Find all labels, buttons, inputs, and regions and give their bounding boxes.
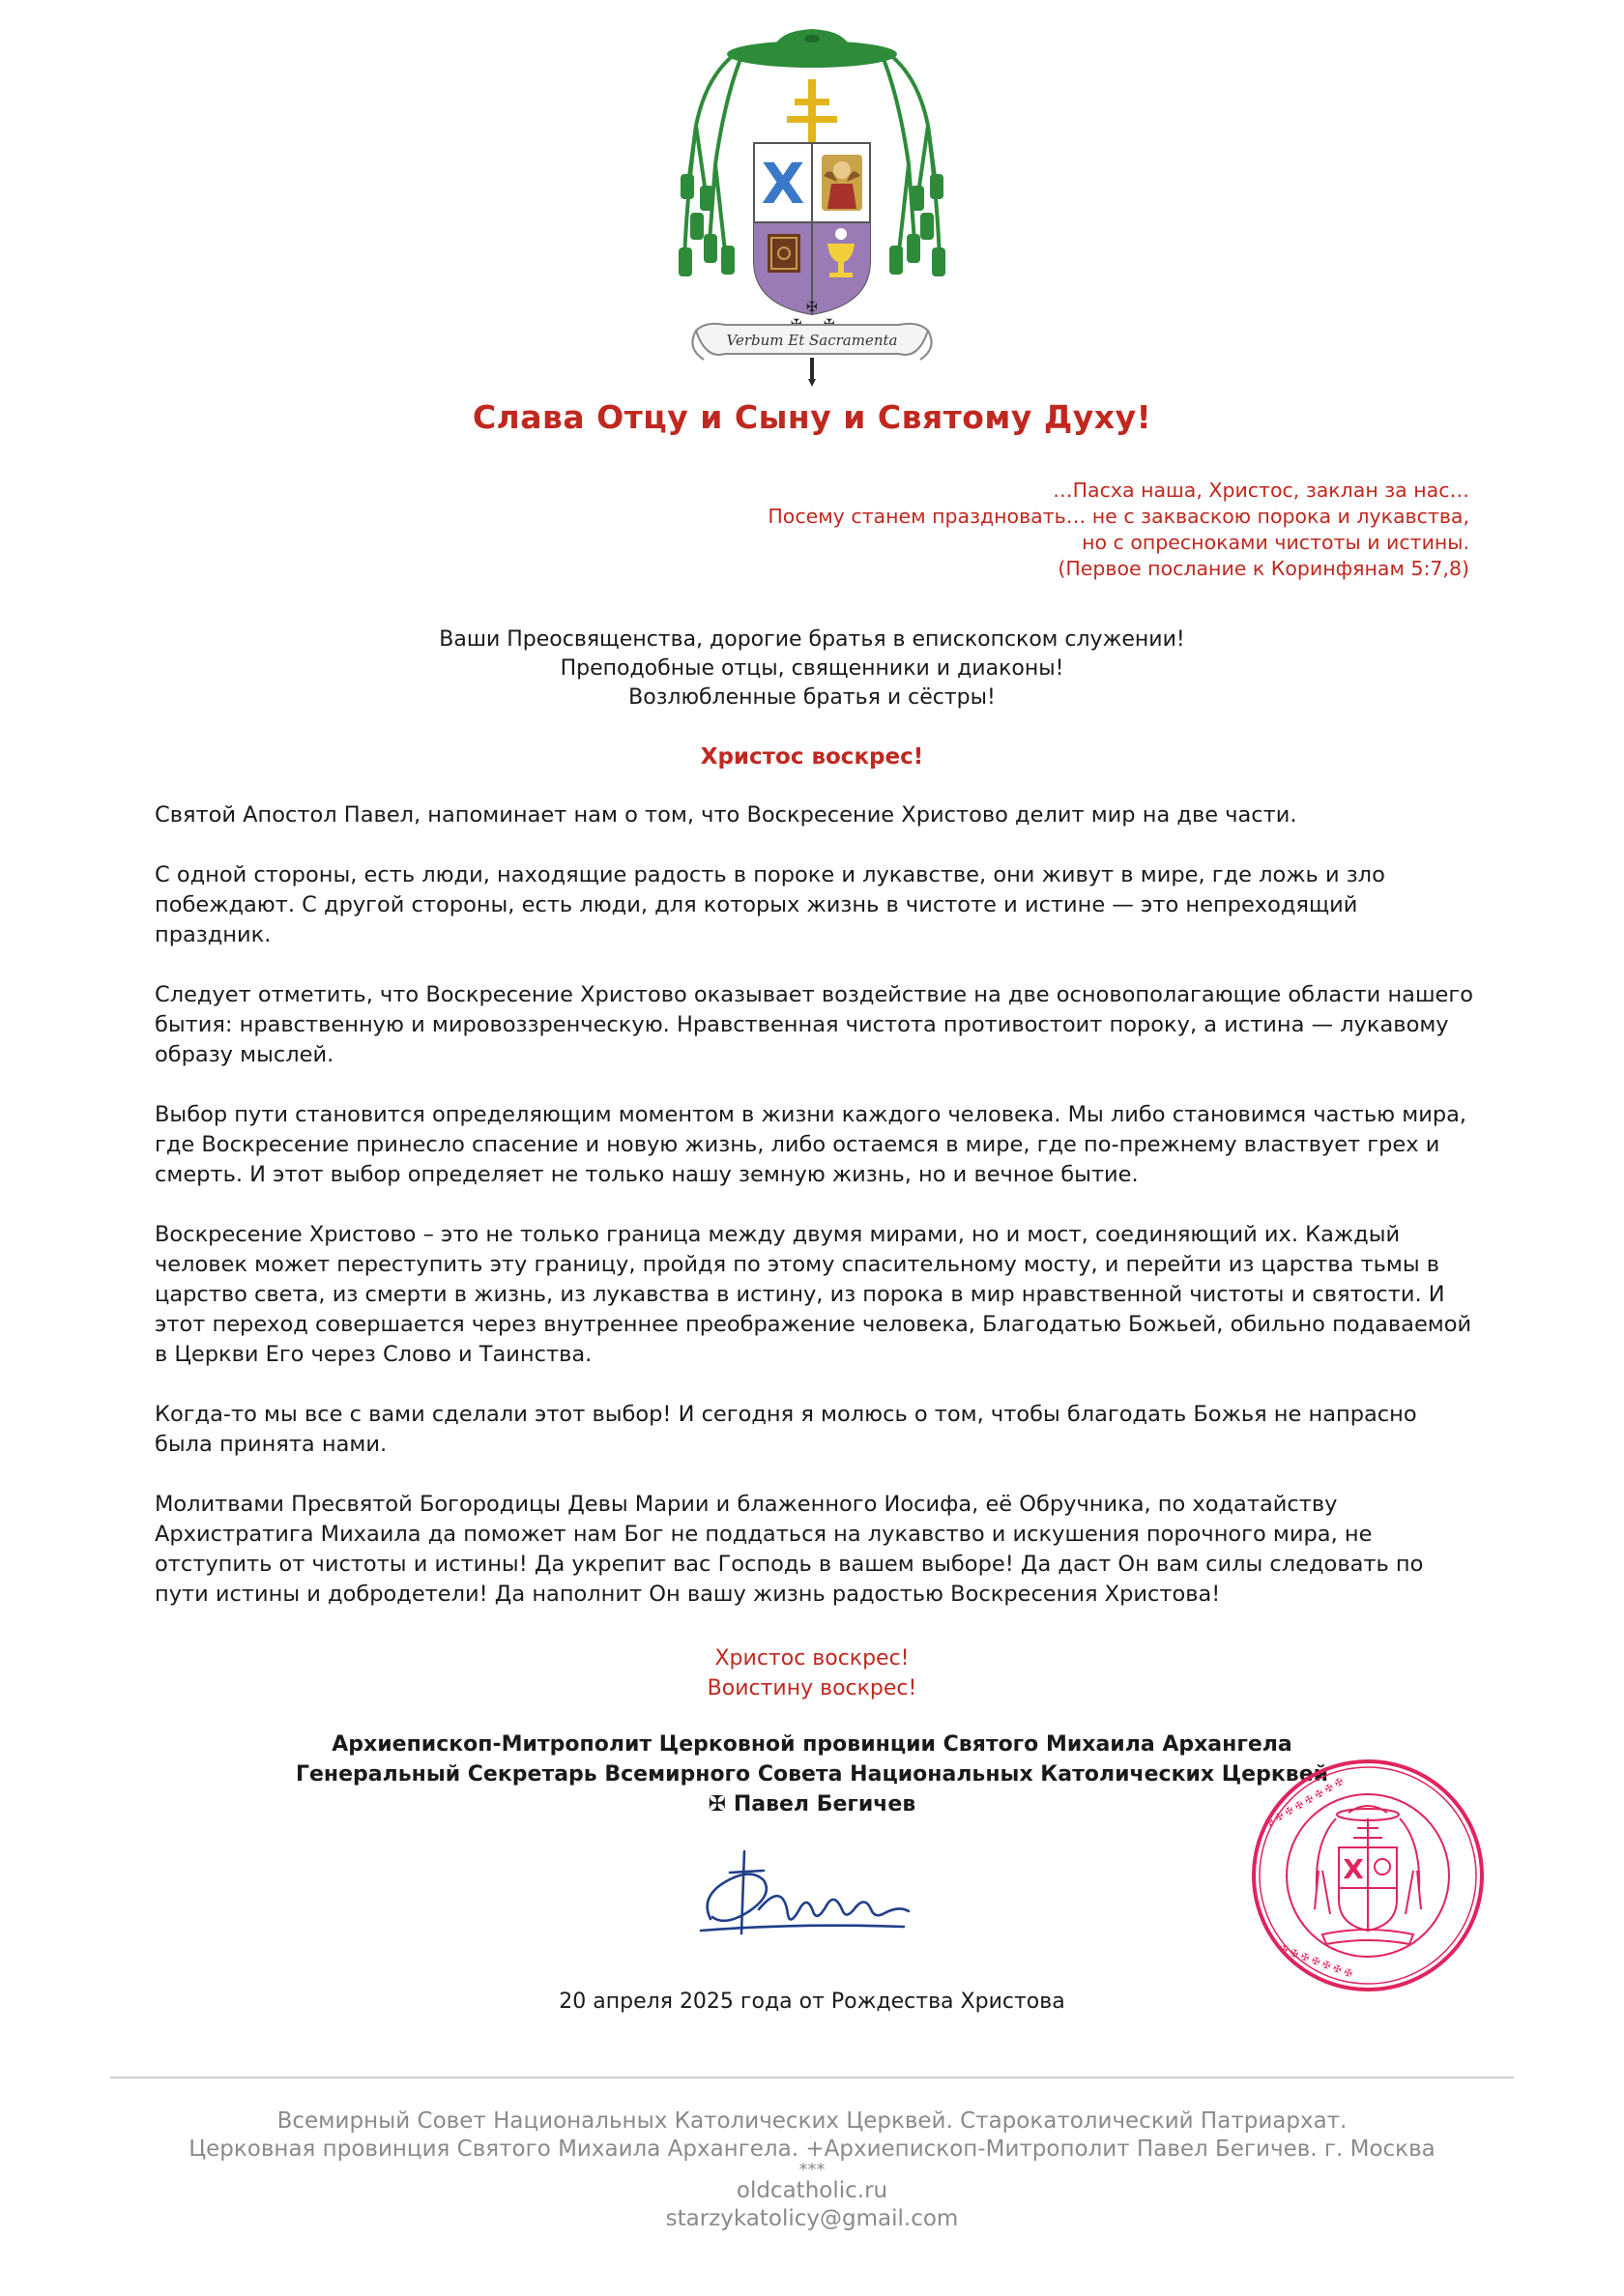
svg-text:X: X	[1343, 1853, 1364, 1885]
shield-chi-letter: X	[761, 151, 805, 217]
red-seal-stamp	[1247, 1755, 1489, 1996]
epigraph-reference: (Первое послание к Коринфянам 5:7,8)	[1058, 557, 1469, 580]
svg-text:✠ ✠ ✠ ✠ ✠ ✠ ✠ ✠: ✠ ✠ ✠ ✠ ✠ ✠ ✠ ✠	[1263, 1776, 1346, 1830]
salutation-line: Ваши Преосвященства, дорогие братья в епископском служении!	[439, 627, 1185, 652]
body-paragraph: Воскресение Христово – это не только граница между двумя мирами, но и мост, соединяющий их. Каждый человек может переступить эту границу, пройдя по этому спасительному мосту, и перейти из царства тьмы в царство света, из смерти в жизнь, из лукавства в истину, из порока в мир нравственной чистоты и святости. И этот переход совершается через внутреннее преображение человека, Благодатью Божьей, обильно подаваемой в Церкви Его через Слово и Таинства.	[155, 1222, 1472, 1367]
closing-line: Христос воскрес!	[714, 1646, 910, 1671]
body-paragraph: Святой Апостол Павел, напоминает нам о том, что Воскресение Христово делит мир на две части.	[155, 802, 1297, 828]
salutation-line: Возлюбленные братья и сёстры!	[628, 685, 996, 710]
epigraph-line: …Пасха наша, Христос, заклан за нас…	[1053, 479, 1469, 502]
body-paragraph: Выбор пути становится определяющим моментом в жизни каждого человека. Мы либо становимся частью мира, где Воскресение принесло спасение и новую жизнь, либо остаемся в мире, где по-прежнему властвует грех и смерть. И этот выбор определяет не только нашу земную жизнь, но и вечное бытие.	[155, 1102, 1467, 1187]
signatory-name: ✠ Павел Бегичев	[708, 1792, 916, 1816]
footer-email-link[interactable]: starzykatolicy@gmail.com	[665, 2206, 959, 2231]
footer-organization: Всемирный Совет Национальных Католических Церквей. Старокатолический Патриархат.	[276, 2108, 1348, 2134]
doxology-heading: Слава Отцу и Сыну и Святому Духу!	[472, 398, 1152, 436]
closing-greeting	[0, 1643, 1624, 1703]
body-paragraph: Молитвами Пресвятой Богородицы Девы Марии и блаженного Иосифа, её Обручника, по ходатайству Архистратига Михаила да поможет нам Бог не поддаться на лукавство и искушения порочного мира, не отступить от чистоты и истины! Да укрепит вас Господь в вашем выборе! Да даст Он вам силы следовать по пути истины и добродетели! Да наполнит Он вашу жизнь радостью Воскресения Христова!	[155, 1492, 1424, 1607]
salutation-line: Преподобные отцы, священники и диаконы!	[560, 656, 1064, 681]
body-paragraph: Когда-то мы все с вами сделали этот выбор! И сегодня я молюсь о том, чтобы благодать Божья не напрасно была принята нами.	[155, 1402, 1417, 1457]
motto-scroll	[692, 324, 931, 360]
coat-of-arms-emblem	[667, 19, 957, 387]
closing-line: Воистину воскрес!	[707, 1676, 917, 1700]
handwritten-signature	[691, 1842, 914, 1943]
footer-separator: ***	[798, 2160, 826, 2180]
signatory-title: Архиепископ-Митрополит Церковной провинции Святого Михаила Архангела	[332, 1732, 1292, 1757]
letter-body	[155, 800, 1479, 1640]
footer-divider	[110, 2077, 1514, 2078]
salutation	[0, 625, 1624, 712]
archangel-icon	[822, 155, 862, 211]
body-paragraph: Следует отметить, что Воскресение Христово оказывает воздействие на две основополагающие области нашего бытия: нравственную и мировоззренческую. Нравственная чистота противостоит пороку, а истина — лукавому образу мыслей.	[155, 982, 1473, 1067]
gospel-book-icon	[768, 234, 800, 273]
scripture-epigraph	[768, 478, 1469, 582]
motto-text: Verbum Et Sacramenta	[726, 332, 898, 349]
signatory-title: Генеральный Секретарь Всемирного Совета Национальных Католических Церквей	[295, 1762, 1329, 1787]
letter-date: 20 апреля 2025 года от Рождества Христова	[559, 1990, 1065, 2014]
body-paragraph: С одной стороны, есть люди, находящие радость в пороке и лукавстве, они живут в мире, где ложь и зло побеждают. С другой стороны, есть люди, для которых жизнь в чистоте и истине — это непреходящий праздник.	[155, 862, 1385, 947]
footer-website-link[interactable]: oldcatholic.ru	[736, 2178, 888, 2203]
easter-greeting: Христос воскрес!	[700, 744, 924, 770]
epigraph-line: Посему станем праздновать… не с закваскою порока и лукавства,	[768, 505, 1469, 528]
epigraph-line: но с опресноками чистоты и истины.	[1082, 531, 1469, 554]
shield	[754, 143, 870, 315]
svg-text:✠ ✠ ✠ ✠ ✠ ✠ ✠: ✠ ✠ ✠ ✠ ✠ ✠ ✠	[1277, 1943, 1354, 1981]
page-footer	[0, 2107, 1624, 2233]
svg-text:✠: ✠	[806, 300, 818, 315]
footer-province: Церковная провинция Святого Михаила Архангела. +Архиепископ-Митрополит Павел Бегичев. г. Москва	[188, 2136, 1436, 2162]
